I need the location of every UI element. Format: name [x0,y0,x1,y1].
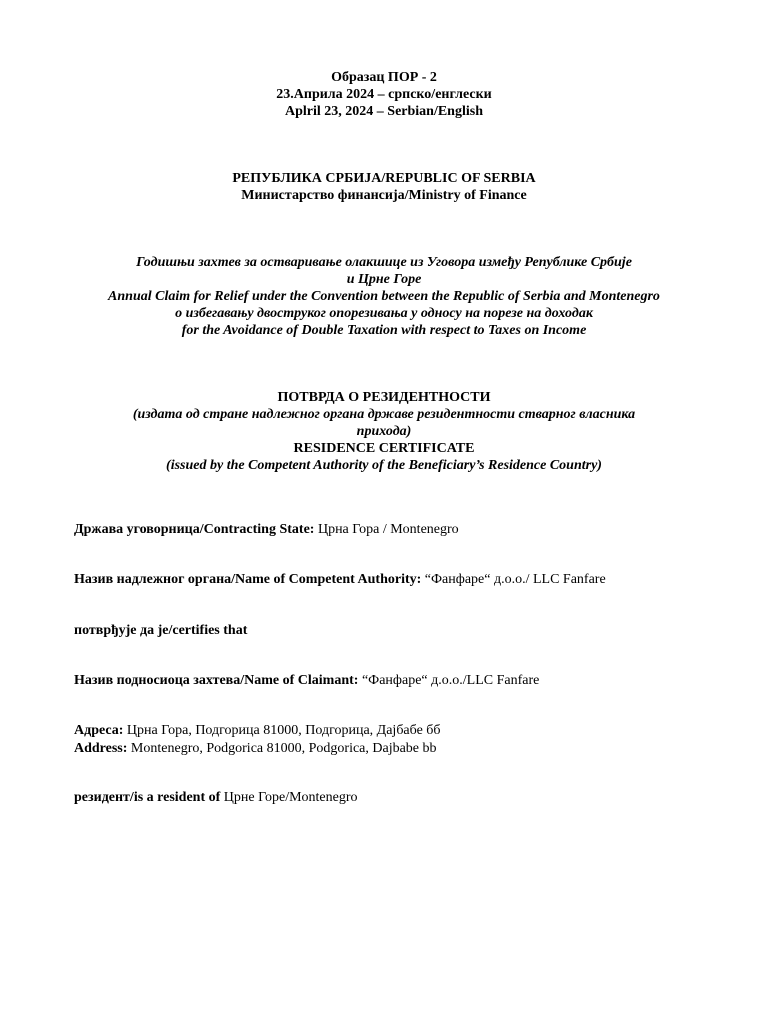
address-field [74,722,728,758]
certificate-subtitle-sr-line2: прихода) [356,424,412,439]
competent-authority-label: Назив надлежног органа/Name of Competent Authority: [74,572,422,587]
form-date-english: Aplril 23, 2024 – Serbian/English [285,104,483,119]
claimant-field [74,672,728,690]
form-name: Образац ПОР - 2 [331,70,437,85]
competent-authority-field [74,571,728,589]
republic-title: РЕПУБЛИКА СРБИЈА/REPUBLIC OF SERBIA [232,171,536,186]
address-sr-value: Црна Гора, Подгорица 81000, Подгорица, Дајбабе бб [126,723,441,738]
claimant-value: “Фанфаре“ д.о.о./LLC Fanfare [361,673,540,688]
address-en-label: Address: [74,741,128,756]
claimant-label: Назив подносиоца захтева/Name of Claimant: [74,673,359,688]
contracting-state-field [74,521,728,539]
address-sr-line [74,722,728,740]
claim-title-sr-line1: Годишњи захтев за остваривање олакшице из Уговора између Републике Србије [136,255,632,270]
claim-title [20,254,748,339]
address-sr-label: Адреса: [74,723,124,738]
address-en-line [74,740,728,758]
address-en-value: Montenegro, Podgorica 81000, Podgorica, Dajbabe bb [130,741,437,756]
competent-authority-value: “Фанфаре“ д.о.о./ LLC Fanfare [424,572,606,587]
form-header [60,69,708,120]
certifies-label: потврђује да је/certifies that [74,623,248,638]
claim-title-sr-line3: о избегавању двоструког опорезивања у односу на порезе на доходак [175,306,593,321]
claim-title-en-line2: for the Avoidance of Double Taxation with respect to Taxes on Income [181,323,587,338]
resident-label: резидент/is a resident of [74,790,221,805]
claim-title-sr-line2: и Црне Горе [346,272,422,287]
certificate-title-en: RESIDENCE CERTIFICATE [293,441,475,456]
resident-value: Црне Горе/Montenegro [223,790,358,805]
claim-title-en-line1: Annual Claim for Relief under the Convention between the Republic of Serbia and Montenegro [108,289,660,304]
ministry-title: Министарство финансија/Ministry of Finance [241,188,527,203]
certificate-header [20,389,748,474]
certificate-subtitle-en: (issued by the Competent Authority of the Beneficiary’s Residence Country) [166,458,602,473]
certifies-line [74,622,728,640]
certificate-title-sr: ПОТВРДА О РЕЗИДЕНТНОСТИ [277,390,491,405]
contracting-state-value: Црна Гора / Montenegro [317,522,459,537]
form-date-serbian: 23.Априла 2024 – српско/енглески [276,87,492,102]
resident-field [74,789,728,807]
authority-header [60,170,708,204]
contracting-state-label: Држава уговорница/Contracting State: [74,522,315,537]
certificate-subtitle-sr-line1: (издата од стране надлежног органа државе резидентности стварног власника [132,407,636,422]
